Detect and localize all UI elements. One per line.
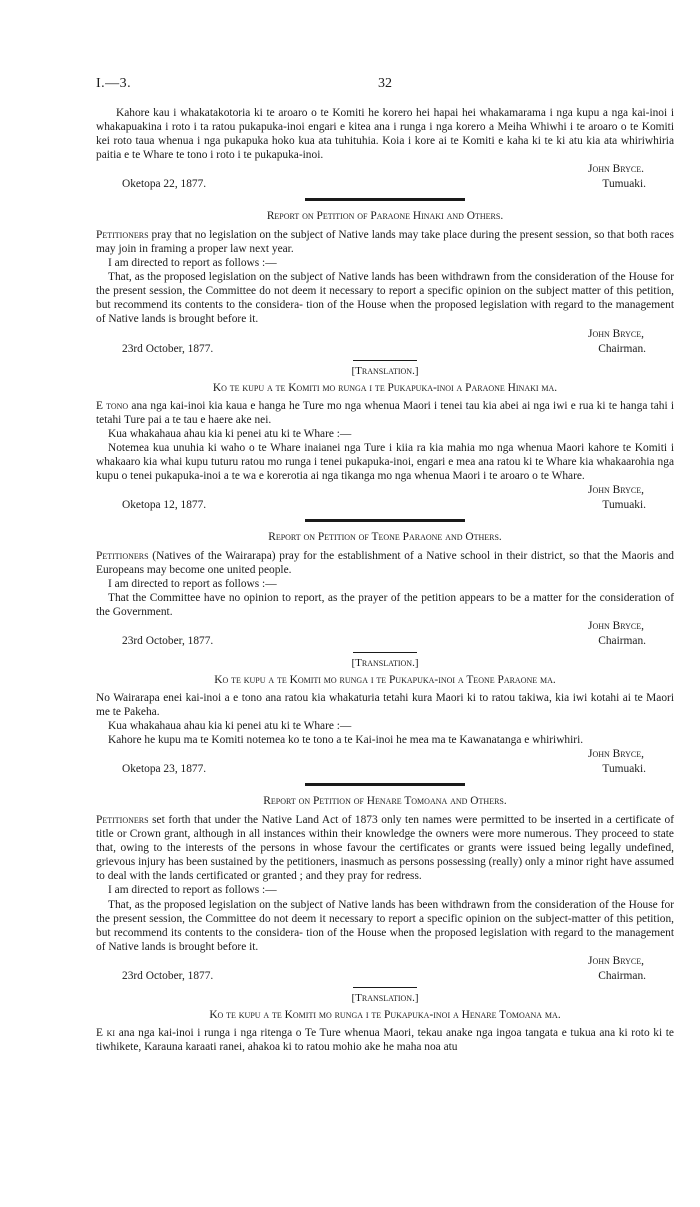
petition-summary <box>96 813 674 883</box>
translation-label: [Translation.] <box>351 657 419 670</box>
petitioner-name: Henare Tomoana <box>366 794 448 807</box>
section-divider <box>305 519 465 522</box>
report-title <box>96 794 674 808</box>
directed-line: I am directed to report as follows :— <box>108 257 277 270</box>
translation-label: [Translation.] <box>351 991 419 1004</box>
lead-words: E ki <box>96 1026 116 1039</box>
translation-petition <box>96 399 674 427</box>
translation-title: Ko te kupu a te Komiti mo runga i te Pukapuka-inoi a Paraone Hinaki ma. <box>212 381 558 394</box>
signature-row <box>96 747 674 762</box>
directed-line: Kua whakahaua ahau kia ki penei atu ki te Whare :— <box>108 427 352 440</box>
petition-text: set forth that under the Native Land Act of 1873 only ten names were permitted to be inserted in a certificate of title or Crown grant, although in all instances within their knowledge the owners were more numerous. They proceed to state that, owing to the interests of the persons in whose favour the certificates or grants were issued being legally undefined, grievous injury has been sustained by the petitioners, inasmuch as persons possessing (really) only a minor right have assumed to deal with the lands certificated or granted ; and they pray for redress. <box>96 813 674 883</box>
petition-summary <box>96 228 674 256</box>
report-date: 23rd October, 1877. <box>122 969 214 982</box>
signature-row <box>96 954 674 969</box>
signer-name: John Bryce, <box>588 954 644 967</box>
signer-role: Tumuaki. <box>602 763 646 776</box>
translation-petition <box>96 1026 674 1054</box>
signature-row <box>96 327 674 342</box>
translation-petition-text: ana nga kai-inoi kia kaua e hanga he Ture mo nga whenua Maori i tenei tau kia abei ai nga iwi e rua ki te hanga tahi i tetahi Ture pai a te tau e haere ake nei. <box>96 399 674 426</box>
translation-petition: No Wairarapa enei kai-inoi a e tono ana ratou kia whakaturia tetahi kura Maori ki to ratou takiwa, kia iwi kotahi ai te Maori me te Pakeha. <box>96 692 674 719</box>
signer-name: John Bryce, <box>588 327 644 340</box>
signer-name: John Bryce, <box>588 620 644 633</box>
report-title-suffix: and Others. <box>443 209 504 222</box>
translation-divider <box>353 652 417 653</box>
report-title-prefix: Report on Petition of <box>263 794 367 807</box>
directed-line: Kua whakahaua ahau kia ki penei atu ki te Whare :— <box>108 720 352 733</box>
document-page <box>96 76 674 1054</box>
report-title <box>96 530 674 544</box>
date-row <box>96 342 674 357</box>
page-number: 32 <box>378 76 392 91</box>
translation-label: [Translation.] <box>351 364 419 377</box>
report-date: Oketopa 12, 1877. <box>122 499 207 512</box>
date-row <box>96 762 674 777</box>
report-body: That, as the proposed legislation on the subject of Native lands has been withdrawn from the consideration of the House for the present session, the Committee do not deem it necessary to report a specific opinion on the subject matter of this petition, but recommend its contents to the considera- tion of the House when the proposed legislation with regard to the management of Native lands is brought before it. <box>96 271 674 326</box>
translation-body: Kahore he kupu ma te Komiti notemea ko te tono a te Kai-inoi he mea ma te Kawanatanga e whiriwhiri. <box>108 734 584 747</box>
translation-petition-text: ana nga kai-inoi i runga i nga ritenga o Te Ture whenua Maori, tekau anake nga ingoa tangata e tukua ana ki roto ki te tiwhikete, Karauna karaati ranei, ahakoa ki to ratou mohio ake he maha noa atu <box>96 1026 674 1053</box>
lead-words: E tono <box>96 399 129 412</box>
petition-summary <box>96 549 674 577</box>
date-row <box>96 969 674 984</box>
signer-role: Tumuaki. <box>602 178 646 191</box>
petition-text: (Natives of the Wairarapa) pray for the establishment of a Native school in their district, so that the Maoris and Europeans may become one united people. <box>96 549 674 576</box>
signer-role: Chairman. <box>598 635 646 648</box>
signature-row <box>96 619 674 634</box>
petitioners-word: Petitioners <box>96 549 149 562</box>
report-date: Oketopa 22, 1877. <box>122 178 207 191</box>
directed-line: I am directed to report as follows :— <box>108 884 277 897</box>
date-row <box>96 634 674 649</box>
translation-divider <box>353 360 417 361</box>
section-divider <box>305 783 465 786</box>
report-title-suffix: and Others. <box>447 794 507 807</box>
report-title-suffix: and Others. <box>442 530 502 543</box>
signer-name: John Bryce. <box>588 163 644 176</box>
date-row <box>96 498 674 513</box>
report-date: Oketopa 23, 1877. <box>122 763 207 776</box>
report-title-prefix: Report on Petition of <box>268 530 372 543</box>
translation-title: Ko te kupu a te Komiti mo runga i te Pukapuka-inoi a Henare Tomoana ma. <box>209 1008 561 1021</box>
petitioners-word: Petitioners <box>96 813 149 826</box>
signer-role: Chairman. <box>598 342 646 355</box>
petitioner-name: Teone Paraone <box>371 530 443 543</box>
signature-row <box>96 162 674 177</box>
document-reference: I.—3. <box>96 76 132 91</box>
report-date: 23rd October, 1877. <box>122 342 214 355</box>
petitioner-name: Paraone Hinaki <box>370 209 444 222</box>
petition-text: pray that no legislation on the subject of Native lands may take place during the present session, so that both races may join in framing a proper law next year. <box>96 228 674 255</box>
intro-paragraph: Kahore kau i whakatakotoria ki te aroaro o te Komiti he korero hei hapai hei whakamarama i nga kupu a nga kai-inoi i whakapuakina i roto i ta ratou pukapuka-inoi engari e kitea ana i runga i nga korero a Meiha Whiwhi i te aroaro o te Komiti kei roto taua whenua i nga pukapuka hoko kua ata tuhituhia. Koia i kore ai te Komiti e kaha ki te ki atu kia ata whiriwhiria paitia e te Whare te tono i roto i te pukapuka-inoi. <box>96 107 674 162</box>
page-header <box>96 76 674 96</box>
translation-divider <box>353 987 417 988</box>
signer-name: John Bryce, <box>588 748 644 761</box>
directed-line: I am directed to report as follows :— <box>108 577 277 590</box>
report-date: 23rd October, 1877. <box>122 635 214 648</box>
signature-row <box>96 483 674 498</box>
translation-body: Notemea kua unuhia ki waho o te Whare inaianei nga Ture i kiia ra kia mahia mo nga whenua Maori kahore te Komiti i whakaaro kia whai kupu tuturu ratou mo runga i tenei pukapuka-inoi, engari e mea ana ratou ki te Whare kia whakaarohia nga kupu o tenei pukapuka-inoi a te wa e korerotia ai nga tikanga mo nga whenua Maori i te aroaro o te Whare. <box>96 441 674 482</box>
report-body: That the Committee have no opinion to report, as the prayer of the petition appears to be a matter for the consideration of the Government. <box>96 591 674 618</box>
signer-role: Chairman. <box>598 969 646 982</box>
report-title-prefix: Report on Petition of <box>266 209 371 222</box>
translation-title: Ko te kupu a te Komiti mo runga i te Pukapuka-inoi a Teone Paraone ma. <box>214 674 556 687</box>
report-title <box>96 209 674 223</box>
report-body: That, as the proposed legislation on the subject of Native lands has been withdrawn from the consideration of the House for the present session, the Committee do not deem it necessary to report a specific opinion on the subject-matter of this petition, but recommend its contents to the considera- tion of the House when the proposed legislation with regard to the management of Native lands is brought before it. <box>96 898 674 953</box>
petitioners-word: Petitioners <box>96 228 149 241</box>
date-row <box>96 177 674 192</box>
signer-role: Tumuaki. <box>602 499 646 512</box>
section-divider <box>305 198 465 201</box>
signer-name: John Bryce, <box>588 484 644 497</box>
